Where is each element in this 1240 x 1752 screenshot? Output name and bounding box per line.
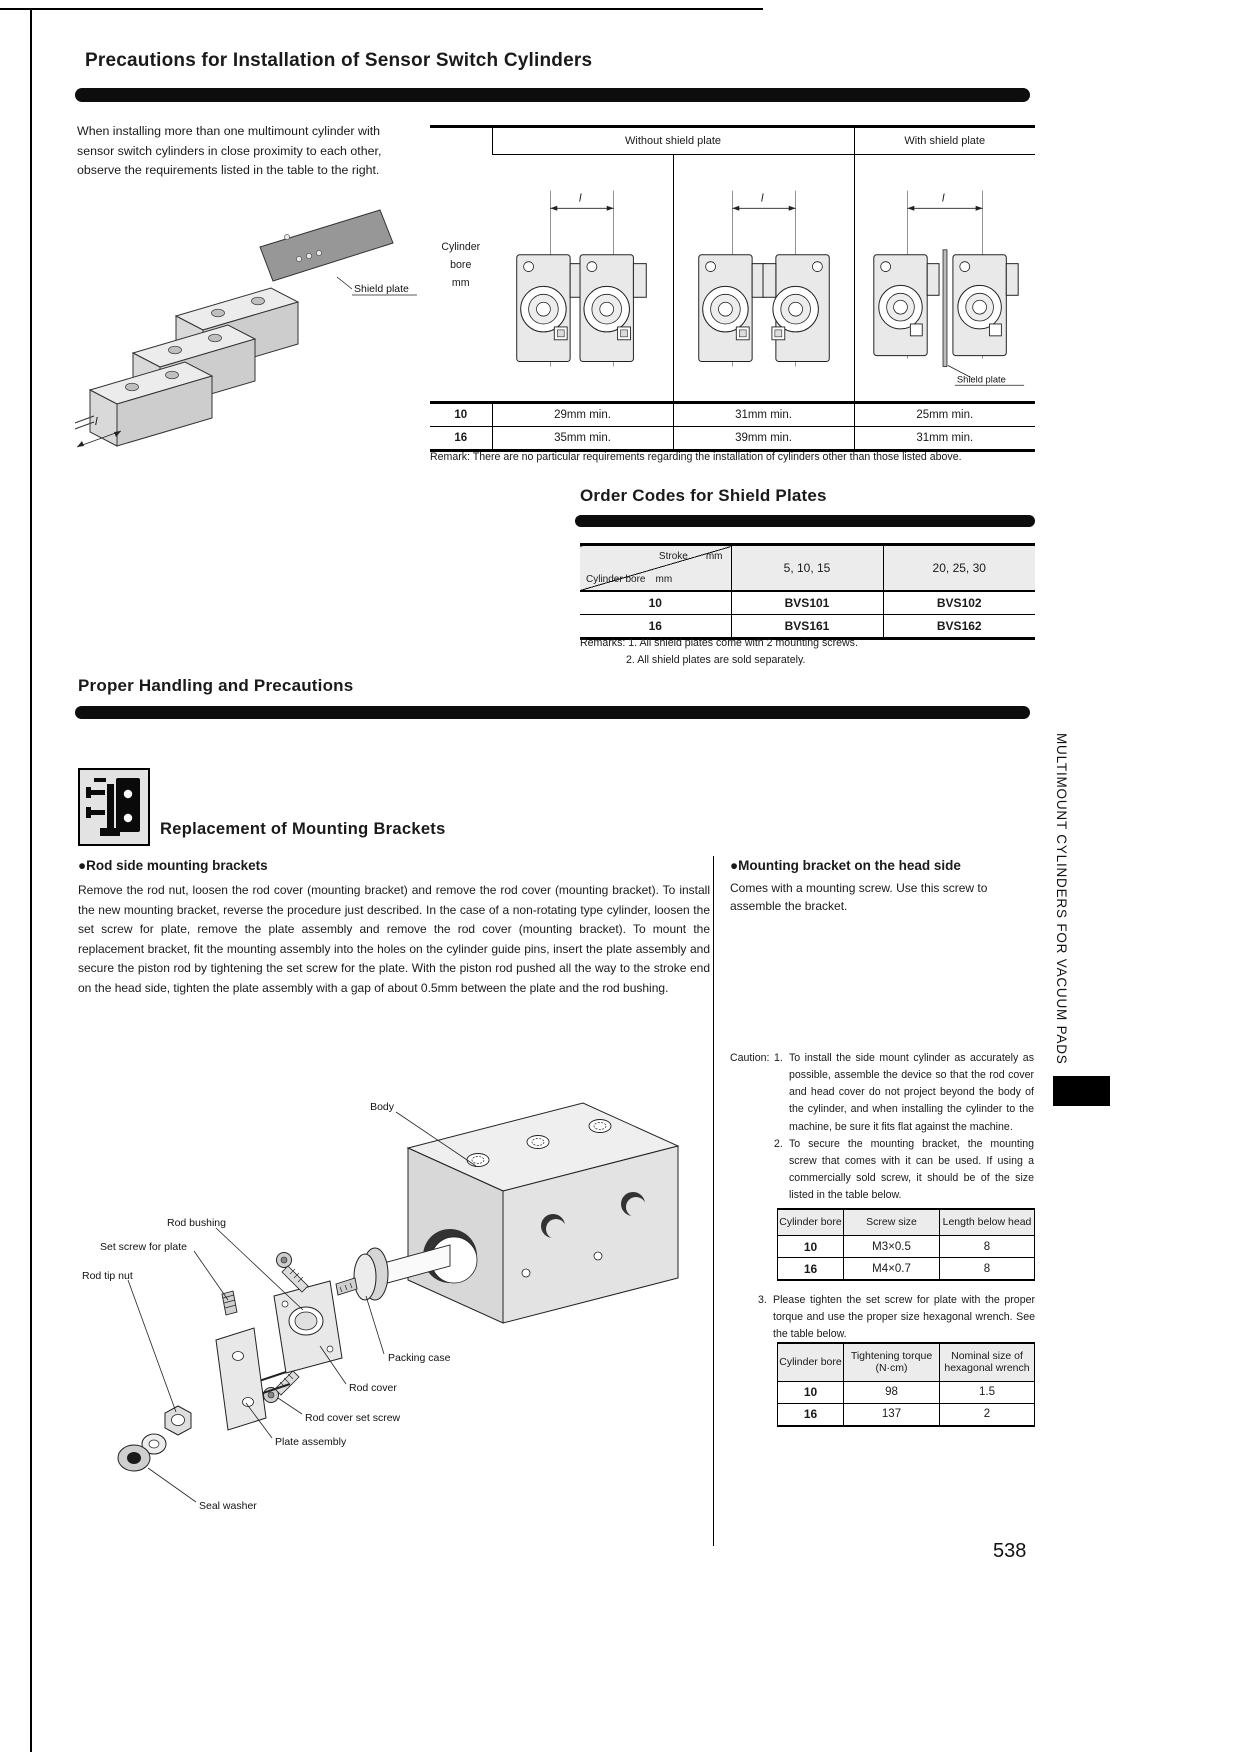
diagram-without-a [492, 155, 673, 403]
stroke-col-2: 20, 25, 30 [883, 545, 1035, 592]
td-wrench: 1.5 [940, 1381, 1035, 1403]
td-torque: 98 [844, 1381, 940, 1403]
label-body: Body [370, 1101, 394, 1113]
td-length: 8 [940, 1258, 1035, 1281]
order-bore: 10 [580, 591, 731, 615]
order-code: BVS162 [883, 615, 1035, 639]
th-wrench-size: Nominal size of hexagonal wrench [940, 1343, 1035, 1381]
order-code: BVS101 [731, 591, 883, 615]
install-cell: 31mm min. [854, 427, 1035, 451]
install-row-bore: 10 [430, 403, 492, 427]
svg-text:l: l [579, 191, 582, 204]
multimount-cylinders-diagram [75, 185, 425, 485]
caution-text: To secure the mounting bracket, the mounting screw that comes with it can be used. If using a commercially sold screw, it should be of the size listed in the table below. [789, 1137, 1034, 1202]
order-remark-2: 2. All shield plates are sold separately. [626, 654, 806, 666]
label-set-screw: Set screw for plate [100, 1241, 187, 1253]
caution-num: 1. [774, 1052, 783, 1064]
install-requirements-table [430, 125, 1035, 452]
th-screw-size: Screw size [844, 1209, 940, 1236]
stroke-label: Stroke [658, 551, 688, 562]
stroke-col-1: 5, 10, 15 [731, 545, 883, 592]
order-bore: 16 [648, 619, 662, 633]
stroke-unit: mm [705, 551, 723, 562]
th-tightening-torque: Tightening torque (N·cm) [844, 1343, 940, 1381]
caution-item-1 [774, 1050, 1034, 1136]
col-header-with-shield: With shield plate [854, 127, 1035, 155]
caution-item-3 [758, 1292, 1035, 1343]
sidebar-section-label: MULTIMOUNT CYLINDERS FOR VACUUM PADS [1054, 733, 1069, 1065]
label-rod-cover: Rod cover [349, 1382, 397, 1394]
caution-num: 3. [758, 1294, 767, 1306]
install-cell: 25mm min. [854, 403, 1035, 427]
handling-rule [75, 706, 1030, 719]
head-side-heading: ●Mounting bracket on the head side [730, 858, 961, 873]
shield-plate-callout: Shield plate [354, 283, 409, 295]
th-cylinder-bore: Cylinder bore [778, 1343, 844, 1381]
scan-edge-left [30, 8, 32, 1752]
handling-title: Proper Handling and Precautions [78, 676, 354, 695]
install-cell: 39mm min. [673, 427, 854, 451]
install-cell: 29mm min. [492, 403, 673, 427]
td-length: 8 [940, 1236, 1035, 1258]
label-packing-case: Packing case [388, 1352, 451, 1364]
svg-text:l: l [941, 191, 945, 204]
td-bore: 16 [778, 1258, 844, 1281]
dim-l-left-diagram: l [95, 416, 98, 428]
caution-item-2 [774, 1136, 1034, 1205]
order-codes-title: Order Codes for Shield Plates [580, 486, 827, 505]
subsection-title: Replacement of Mounting Brackets [160, 820, 446, 838]
label-seal-washer: Seal washer [199, 1500, 257, 1512]
page-title: Precautions for Installation of Sensor Switch Cylinders [85, 50, 593, 71]
page-number: 538 [993, 1540, 1027, 1562]
diagonal-header-cell [580, 545, 731, 592]
torque-table [777, 1342, 1035, 1427]
exploded-view-diagram [78, 1088, 698, 1553]
td-bore: 16 [778, 1403, 844, 1426]
mounting-bracket-icon [78, 768, 150, 846]
td-torque: 137 [844, 1403, 940, 1426]
label-plate-assembly: Plate assembly [275, 1436, 347, 1448]
col-header-without-shield: Without shield plate [492, 127, 854, 155]
caution-num: 2. [774, 1137, 783, 1150]
scan-edge-top [0, 8, 763, 10]
diagram-without-b [673, 155, 854, 403]
cylinder-bore-label: Cylinder bore [586, 574, 646, 585]
install-table-remark: Remark: There are no particular requirements regarding the installation of cylinders other than those listed above. [430, 451, 962, 463]
shield-plate-cell-label: Shield plate [956, 372, 1006, 384]
install-row-bore: 16 [454, 432, 468, 444]
order-code: BVS161 [731, 615, 883, 639]
th-cylinder-bore: Cylinder bore [778, 1209, 844, 1236]
install-row-header [430, 238, 492, 292]
caution-text: Please tighten the set screw for plate with the proper torque and use the proper size hexagonal wrench. See the table below. [773, 1294, 1035, 1340]
rod-side-paragraph: Remove the rod nut, loosen the rod cover (mounting bracket) and remove the rod cover (mounting bracket). To install the new mounting bracket, reverse the procedure just described. In the case of a non-rotating type cylinder, loosen the set screw for plate, remove the plate assembly and remove the rod cover (mounting bracket). To mount the replacement bracket, fit the mounting assembly into the holes on the cylinder guide pins, insert the plate assembly and secure the piston rod by tightening the set screw for the plate. With the piston rod pushed all the way to the stroke end on the head side, tighten the plate assembly with a gap of about 0.5mm between the plate and the rod bushing. [78, 883, 710, 995]
screw-size-table [777, 1208, 1035, 1281]
td-bore: 10 [778, 1236, 844, 1258]
cylinder-stack [75, 288, 298, 446]
title-rule [75, 88, 1030, 102]
order-codes-table [580, 543, 1035, 640]
intro-paragraph: When installing more than one multimount cylinder with sensor switch cylinders in close proximity to each other, observe the requirements listed in the table to the right. [77, 124, 382, 178]
caution-block [730, 1050, 1034, 1204]
td-screw: M4×0.7 [844, 1258, 940, 1281]
install-cell: 31mm min. [673, 403, 854, 427]
head-side-body: Comes with a mounting screw. Use this screw to assemble the bracket. [730, 881, 988, 913]
label-rod-tip-nut: Rod tip nut [82, 1270, 133, 1282]
mm-label: mm [451, 276, 470, 289]
svg-text:l: l [760, 191, 763, 204]
td-screw: M3×0.5 [844, 1236, 940, 1258]
column-divider [713, 856, 714, 1546]
order-code: BVS102 [883, 591, 1035, 615]
td-wrench: 2 [940, 1403, 1035, 1426]
th-length-below-head: Length below head [940, 1209, 1035, 1236]
cylinder-bore-label: Cylinder bore [441, 240, 481, 271]
caution-label: Caution: [730, 1052, 770, 1064]
sidebar-tab [1053, 1076, 1110, 1106]
caution-text: To install the side mount cylinder as accurately as possible, assemble the device so that the rod cover and head cover do not project beyond the body of the cylinder, and when installing the cylinder to the machine, be sure it fits flat against the machine. [789, 1052, 1034, 1133]
label-rod-bushing: Rod bushing [167, 1217, 226, 1229]
label-rod-cover-set-screw: Rod cover set screw [305, 1412, 401, 1424]
diagram-with-shield [854, 155, 1035, 403]
order-remark-1: Remarks: 1. All shield plates come with 2 mounting screws. [580, 637, 858, 649]
order-codes-rule [575, 515, 1035, 527]
bore-unit: mm [655, 574, 673, 585]
install-cell: 35mm min. [492, 427, 673, 451]
td-bore: 10 [778, 1381, 844, 1403]
rod-side-heading: ●Rod side mounting brackets [78, 858, 268, 873]
